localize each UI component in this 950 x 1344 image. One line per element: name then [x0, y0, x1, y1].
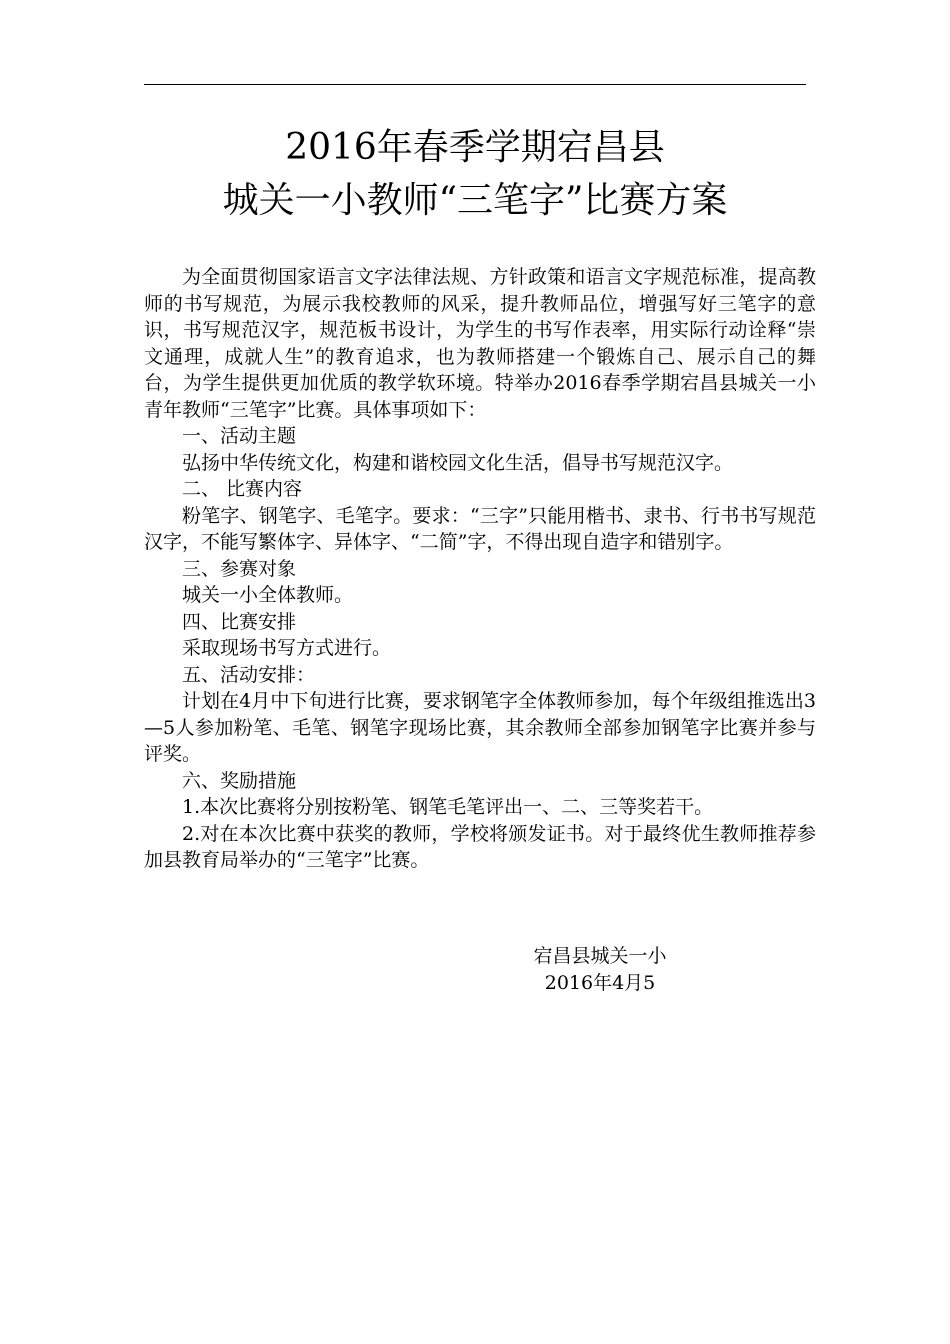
section-content-theme: 弘扬中华传统文化，构建和谐校园文化生活，倡导书写规范汉字。 — [182, 451, 734, 474]
section-heading-schedule: 五、活动安排： — [182, 663, 316, 686]
section-heading-participants: 三、参赛对象 — [182, 557, 297, 580]
section-content-schedule: 计划在4月中下旬进行比赛，要求钢笔字全体教师参加，每个年级组推选出3—5人参加粉笔、毛笔、钢笔字现场比赛，其余教师全部参加钢笔字比赛并参与评奖。 — [144, 690, 816, 765]
section-content-content: 粉笔字、钢笔字、毛笔字。要求：“三字”只能用楷书、隶书、行书书写规范汉字，不能写繁体字、异体字、“二简”字，不得出现自造字和错别字。 — [144, 504, 816, 553]
header-rule — [144, 84, 806, 85]
section-content-awards-2: 2.对在本次比赛中获奖的教师，学校将颁发证书。对于最终优生教师推荐参加县教育局举办的“三笔字”比赛。 — [144, 822, 816, 871]
section-heading-content: 二、 比赛内容 — [182, 478, 303, 500]
document-title-line-1: 2016年春季学期宕昌县 — [285, 127, 665, 168]
section-heading-theme: 一、活动主题 — [182, 425, 297, 447]
signature-date: 2016年4月5 — [544, 971, 656, 994]
section-heading-awards: 六、奖励措施 — [182, 769, 297, 792]
section-content-participants: 城关一小全体教师。 — [182, 584, 354, 606]
signature-block — [500, 943, 700, 996]
section-content-awards-1: 1.本次比赛将分别按粉笔、钢笔毛笔评出一、二、三等奖若干。 — [182, 796, 714, 818]
signature-organization: 宕昌县城关一小 — [533, 945, 667, 967]
intro-paragraph: 为全面贯彻国家语言文字法律法规、方针政策和语言文字规范标准，提高教师的书写规范，为展示我校教师的风采，提升教师品位，增强写好三笔字的意识，书写规范汉字，规范板书设计，为学生的书写作表率，用实际行动诠释“崇文通理，成就人生”的教育追求，也为教师搭建一个锻炼自己、展示自己的舞台，为学生提供更加优质的教学软环境。特举办2016春季学期宕昌县城关一小青年教师“三笔字”比赛。具体事项如下： — [144, 266, 816, 421]
section-heading-arrangement: 四、比赛安排 — [182, 610, 297, 633]
section-content-arrangement: 采取现场书写方式进行。 — [182, 637, 392, 659]
document-body — [144, 264, 816, 874]
document-title-line-2: 城关一小教师“三笔字”比赛方案 — [222, 180, 728, 221]
